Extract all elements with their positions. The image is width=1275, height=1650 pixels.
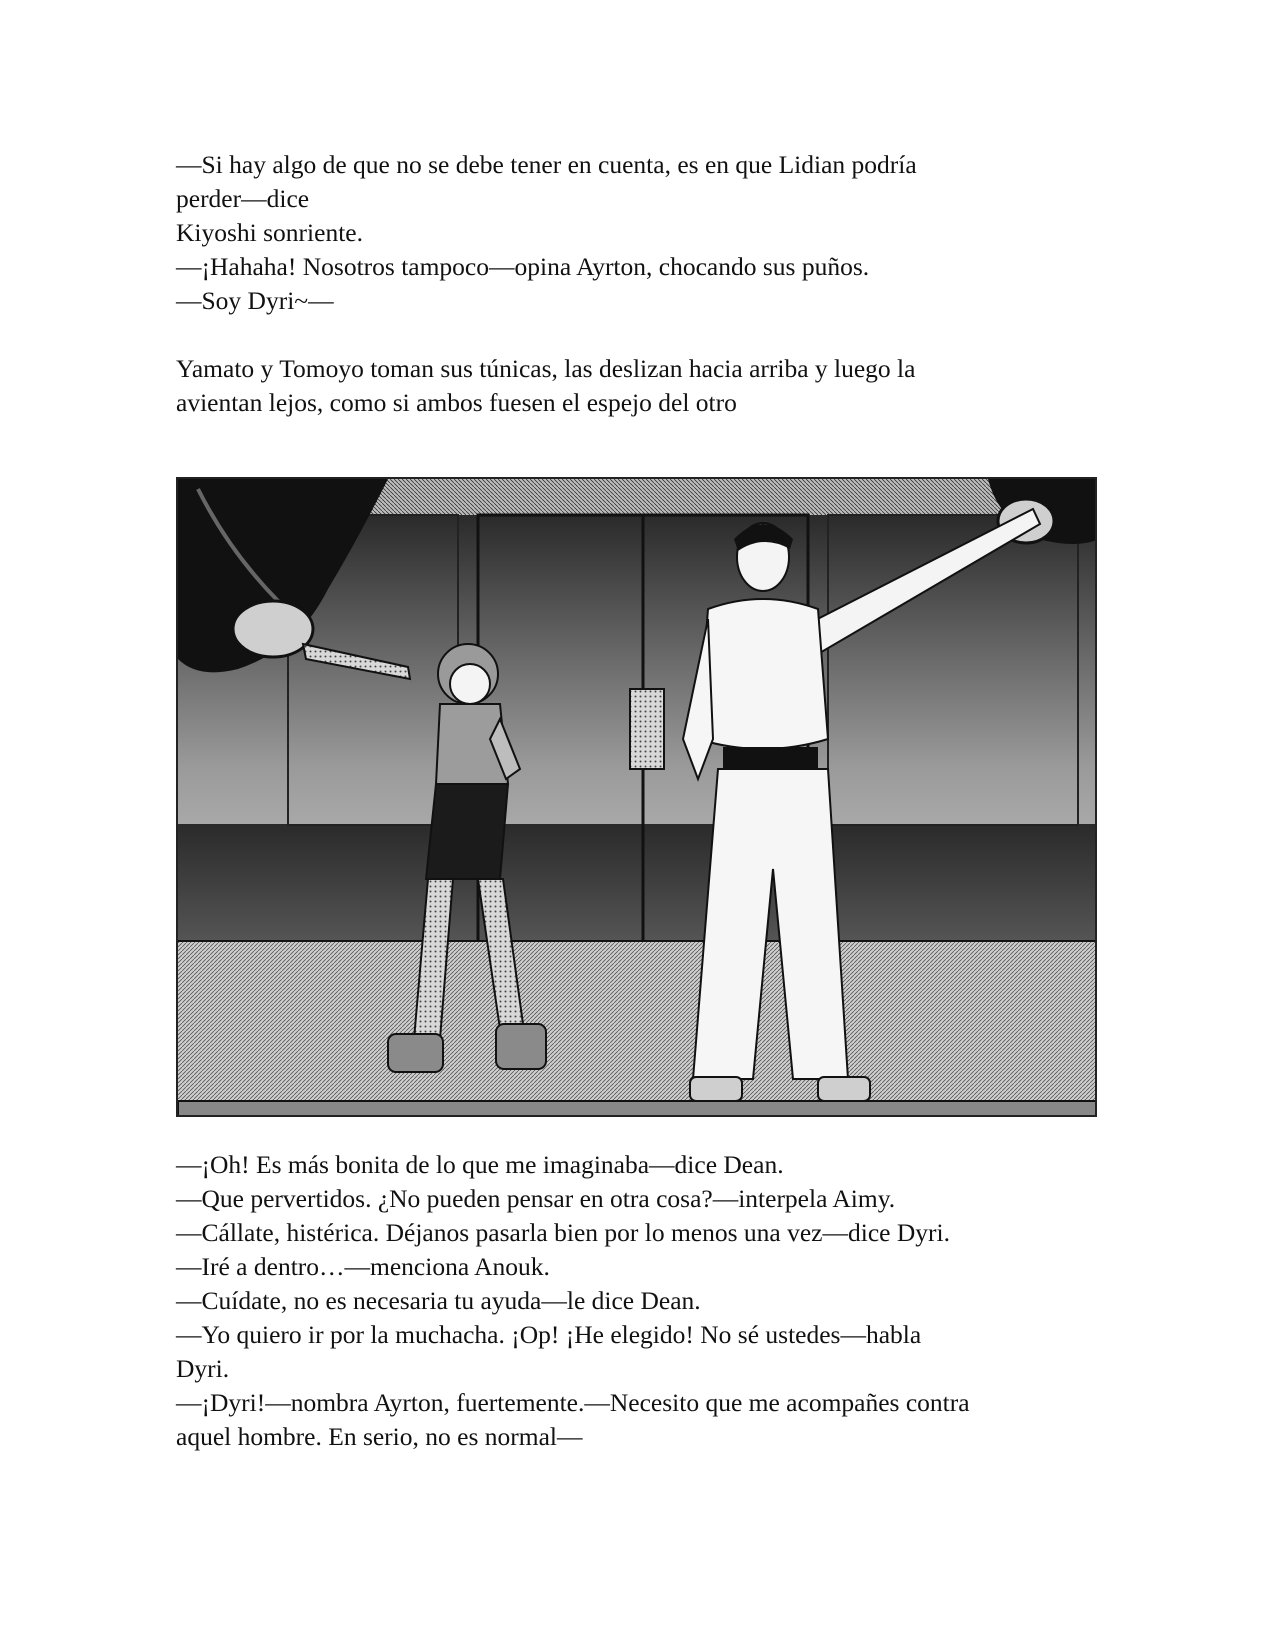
- dialogue-line: —Que pervertidos. ¿No pueden pensar en otra cosa?—interpela Aimy.: [176, 1184, 896, 1213]
- dialogue-line: perder—dice: [176, 184, 310, 213]
- narration-paragraph: [176, 352, 1096, 420]
- narration-line: Yamato y Tomoyo toman sus túnicas, las deslizan hacia arriba y luego la: [176, 354, 916, 383]
- floor: [178, 941, 1097, 1117]
- floor-edge: [178, 1101, 1097, 1117]
- dialogue-line: —Cuídate, no es necesaria tu ayuda—le dice Dean.: [176, 1286, 701, 1315]
- wall-band: [178, 824, 1097, 942]
- dialogue-line: Dyri.: [176, 1354, 230, 1383]
- dialogue-line: Kiyoshi sonriente.: [176, 218, 363, 247]
- dialogue-line: —Soy Dyri~—: [176, 286, 334, 315]
- dialogue-line: —Iré a dentro…—menciona Anouk.: [176, 1252, 550, 1281]
- dialogue-line: —¡Dyri!—nombra Ayrton, fuertemente.—Necesito que me acompañes contra: [176, 1388, 970, 1417]
- dialogue-line: —Yo quiero ir por la muchacha. ¡Op! ¡He elegido! No sé ustedes—habla: [176, 1320, 922, 1349]
- dialogue-line: aquel hombre. En serio, no es normal—: [176, 1422, 583, 1451]
- dialogue-line: —Cállate, histérica. Déjanos pasarla bien por lo menos una vez—dice Dyri.: [176, 1218, 950, 1247]
- manga-illustration-panel: [176, 477, 1097, 1117]
- dialogue-line: —Si hay algo de que no se debe tener en cuenta, es en que Lidian podría: [176, 150, 917, 179]
- manga-illustration: [178, 479, 1097, 1117]
- dialogue-line: —¡Hahaha! Nosotros tampoco—opina Ayrton, chocando sus puños.: [176, 252, 870, 281]
- dialogue-block-bottom: [176, 1148, 1096, 1454]
- narration-line: avientan lejos, como si ambos fuesen el espejo del otro: [176, 388, 737, 417]
- dialogue-line: —¡Oh! Es más bonita de lo que me imaginaba—dice Dean.: [176, 1150, 784, 1179]
- dialogue-block-top: [176, 148, 1096, 318]
